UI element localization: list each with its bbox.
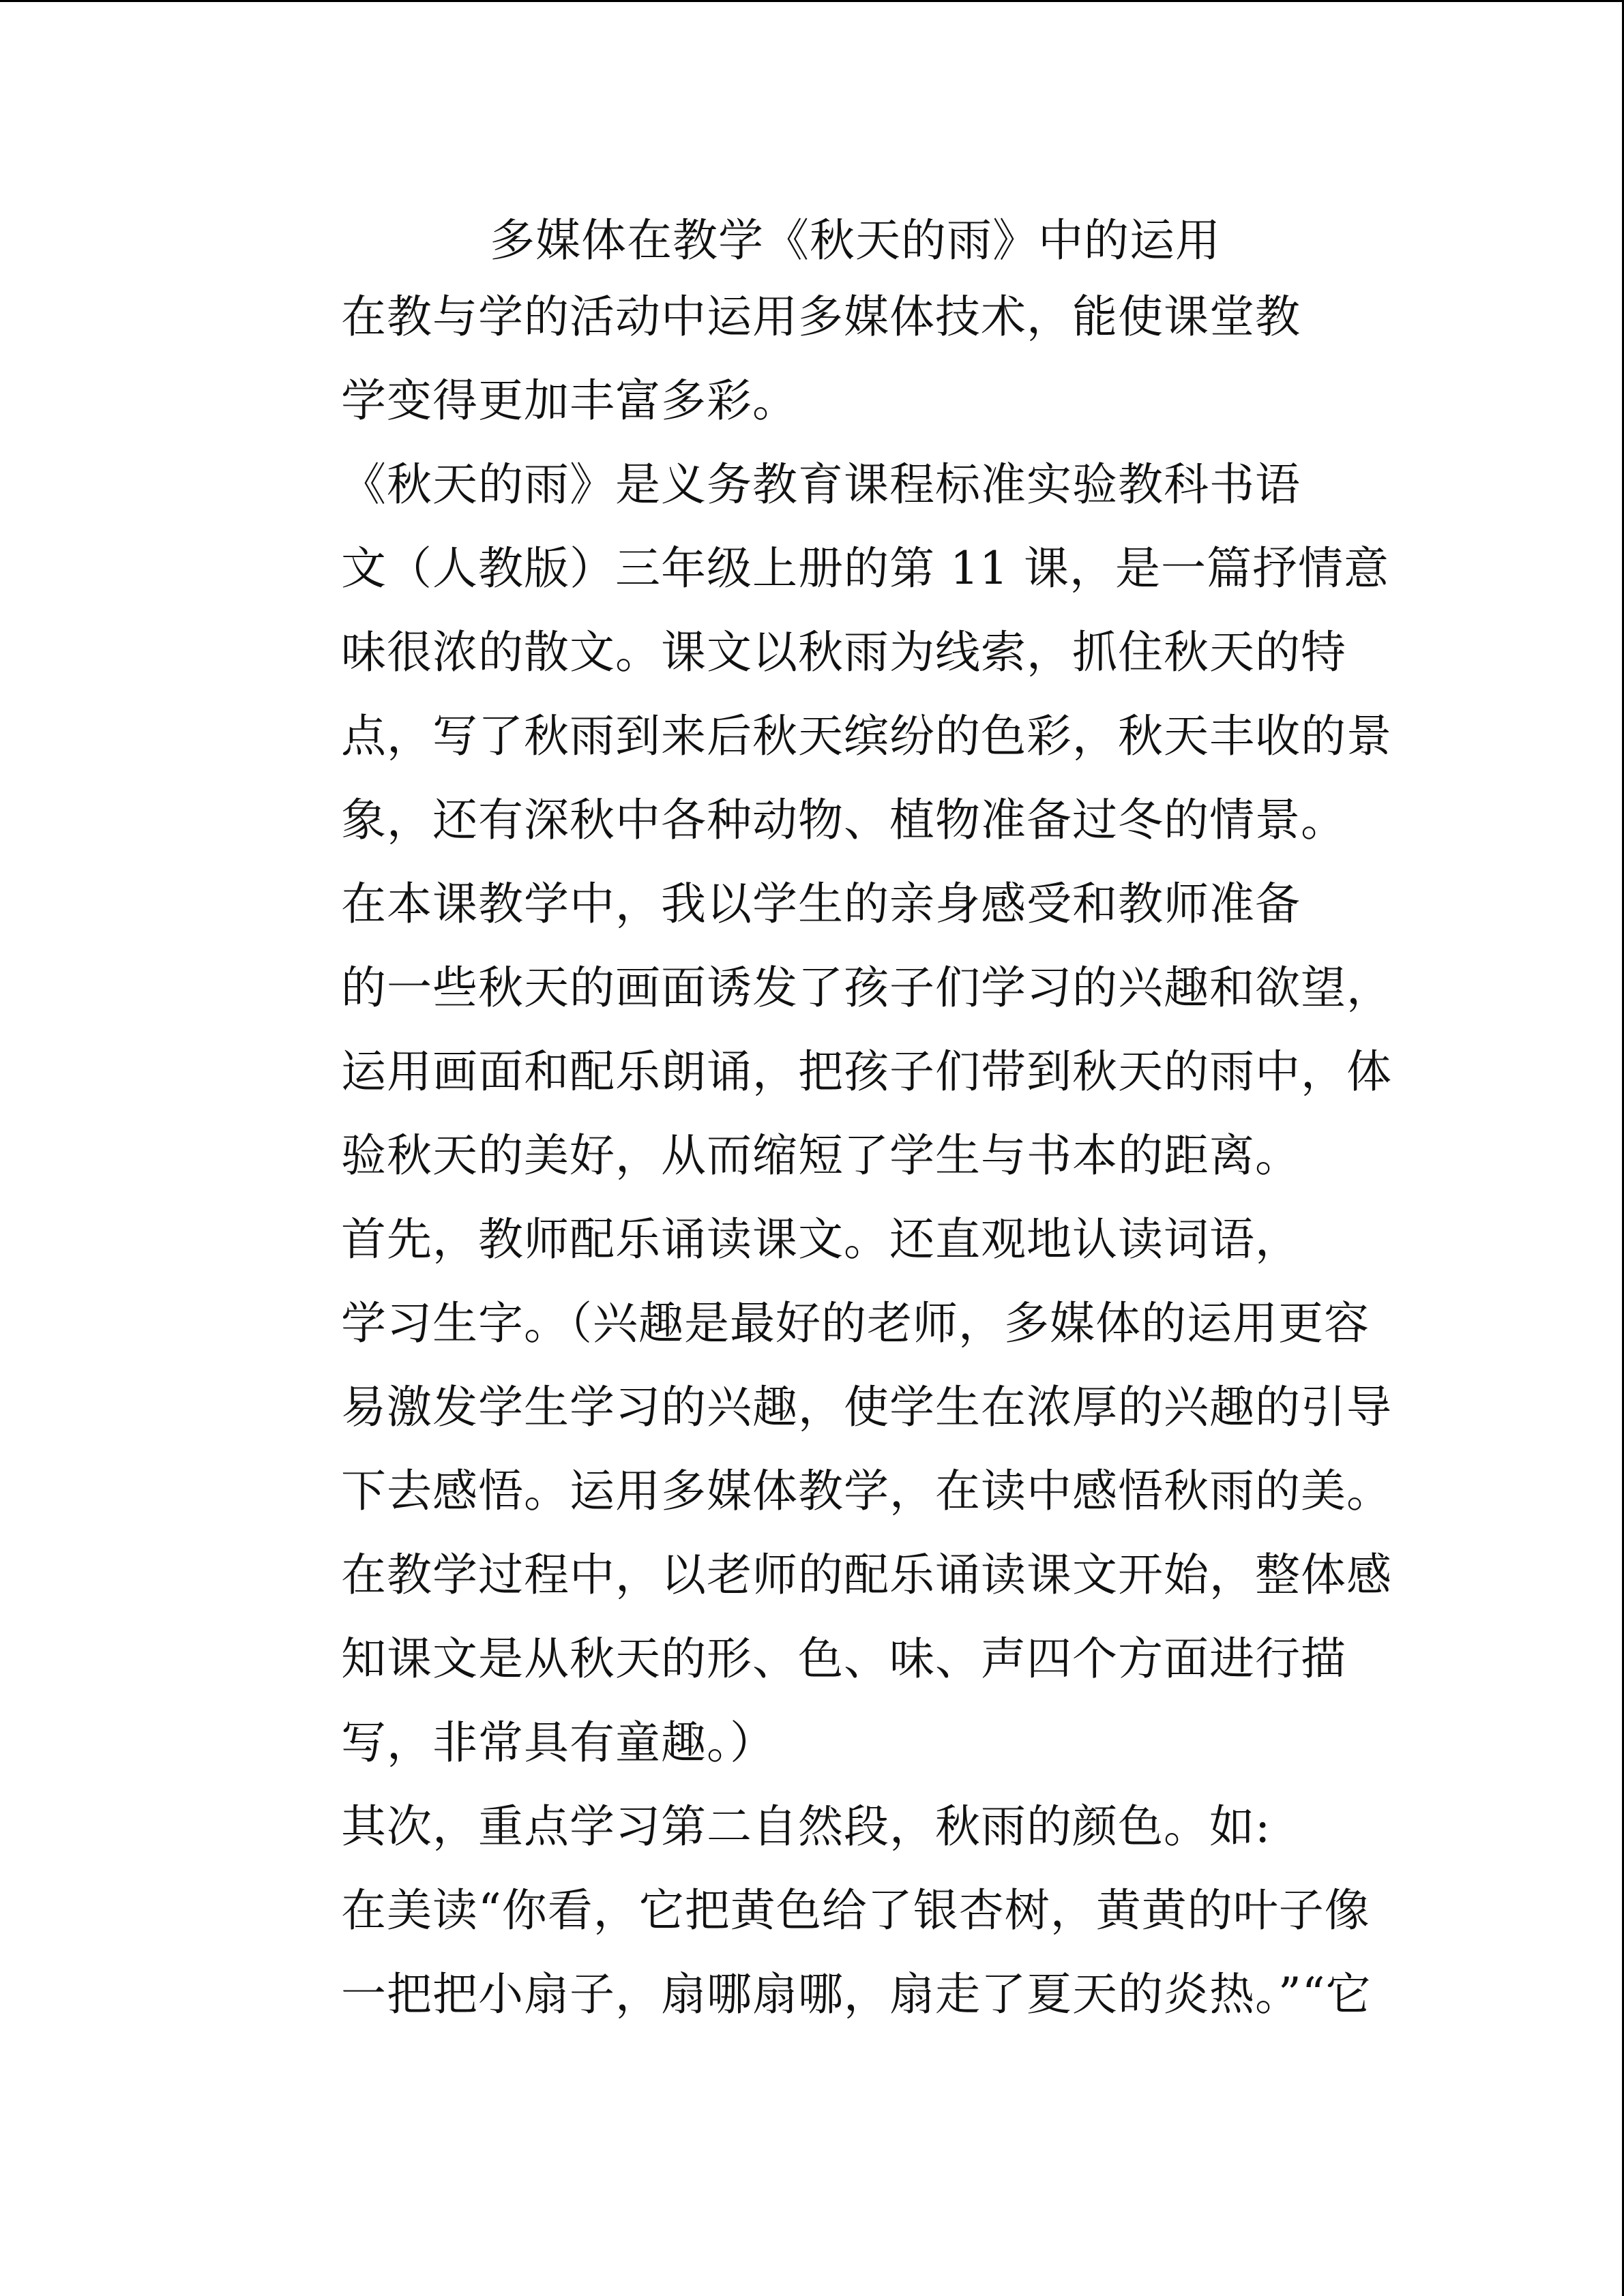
paragraph-line: 写，非常具有童趣。） [341, 1716, 776, 1769]
paragraph-line: 象，还有深秋中各种动物、植物准备过冬的情景。 [341, 794, 1346, 846]
paragraph-line: 其次，重点学习第二自然段，秋雨的颜色。如: [341, 1800, 1271, 1853]
paragraph-line: 的一些秋天的画面诱发了孩子们学习的兴趣和欲望， [341, 961, 1392, 1014]
paragraph-3 [244, 862, 1392, 1197]
paragraph-2 [244, 443, 1392, 862]
paragraph-line: 在本课教学中，我以学生的亲身感受和教师准备 [341, 878, 1301, 930]
paragraph-line: 学习生字。（兴趣是最好的老师，多媒体的运用更容 [341, 1297, 1370, 1350]
paragraph-1 [244, 275, 1380, 443]
paragraph-line: 验秋天的美好，从而缩短了学生与书本的距离。 [341, 1129, 1301, 1182]
paragraph-line: 下去感悟。运用多媒体教学，在读中感悟秋雨的美。 [341, 1465, 1392, 1517]
paragraph-4 [244, 1197, 1392, 1785]
paragraph-line: 易激发学生学习的兴趣，使学生在浓厚的兴趣的引导 [341, 1381, 1392, 1433]
paragraph-line: 点，写了秋雨到来后秋天缤纷的色彩，秋天丰收的景 [341, 710, 1392, 762]
paragraph-line: 知课文是从秋天的形、色、味、声四个方面进行描 [341, 1632, 1346, 1685]
paragraph-line: 在教学过程中，以老师的配乐诵读课文开始，整体感 [341, 1549, 1392, 1601]
document-body [244, 207, 1392, 2036]
paragraph-line: 在美读“你看，它把黄色给了银杏树，黄黄的叶子像 [341, 1884, 1370, 1937]
paragraph-line: 文（人教版）三年级上册的第 11 课，是一篇抒情意 [341, 542, 1389, 595]
paragraph-line: 味很浓的散文。课文以秋雨为线索，抓住秋天的特 [341, 626, 1346, 679]
paragraph-5 [244, 1785, 1380, 2036]
paragraph-line: 首先，教师配乐诵读课文。还直观地认读词语， [341, 1213, 1301, 1266]
paragraph-line: 学变得更加丰富多彩。 [341, 374, 798, 427]
paragraph-line: 在教与学的活动中运用多媒体技术，能使课堂教 [341, 290, 1301, 343]
document-title: 多媒体在教学《秋天的雨》中的运用 [490, 214, 1221, 267]
paragraph-line: 《秋天的雨》是义务教育课程标准实验教科书语 [341, 458, 1301, 511]
paragraph-line: 一把把小扇子，扇哪扇哪，扇走了夏天的炎热。”“它 [341, 1968, 1372, 2021]
paragraph-line: 运用画面和配乐朗诵，把孩子们带到秋天的雨中，体 [341, 1045, 1392, 1098]
